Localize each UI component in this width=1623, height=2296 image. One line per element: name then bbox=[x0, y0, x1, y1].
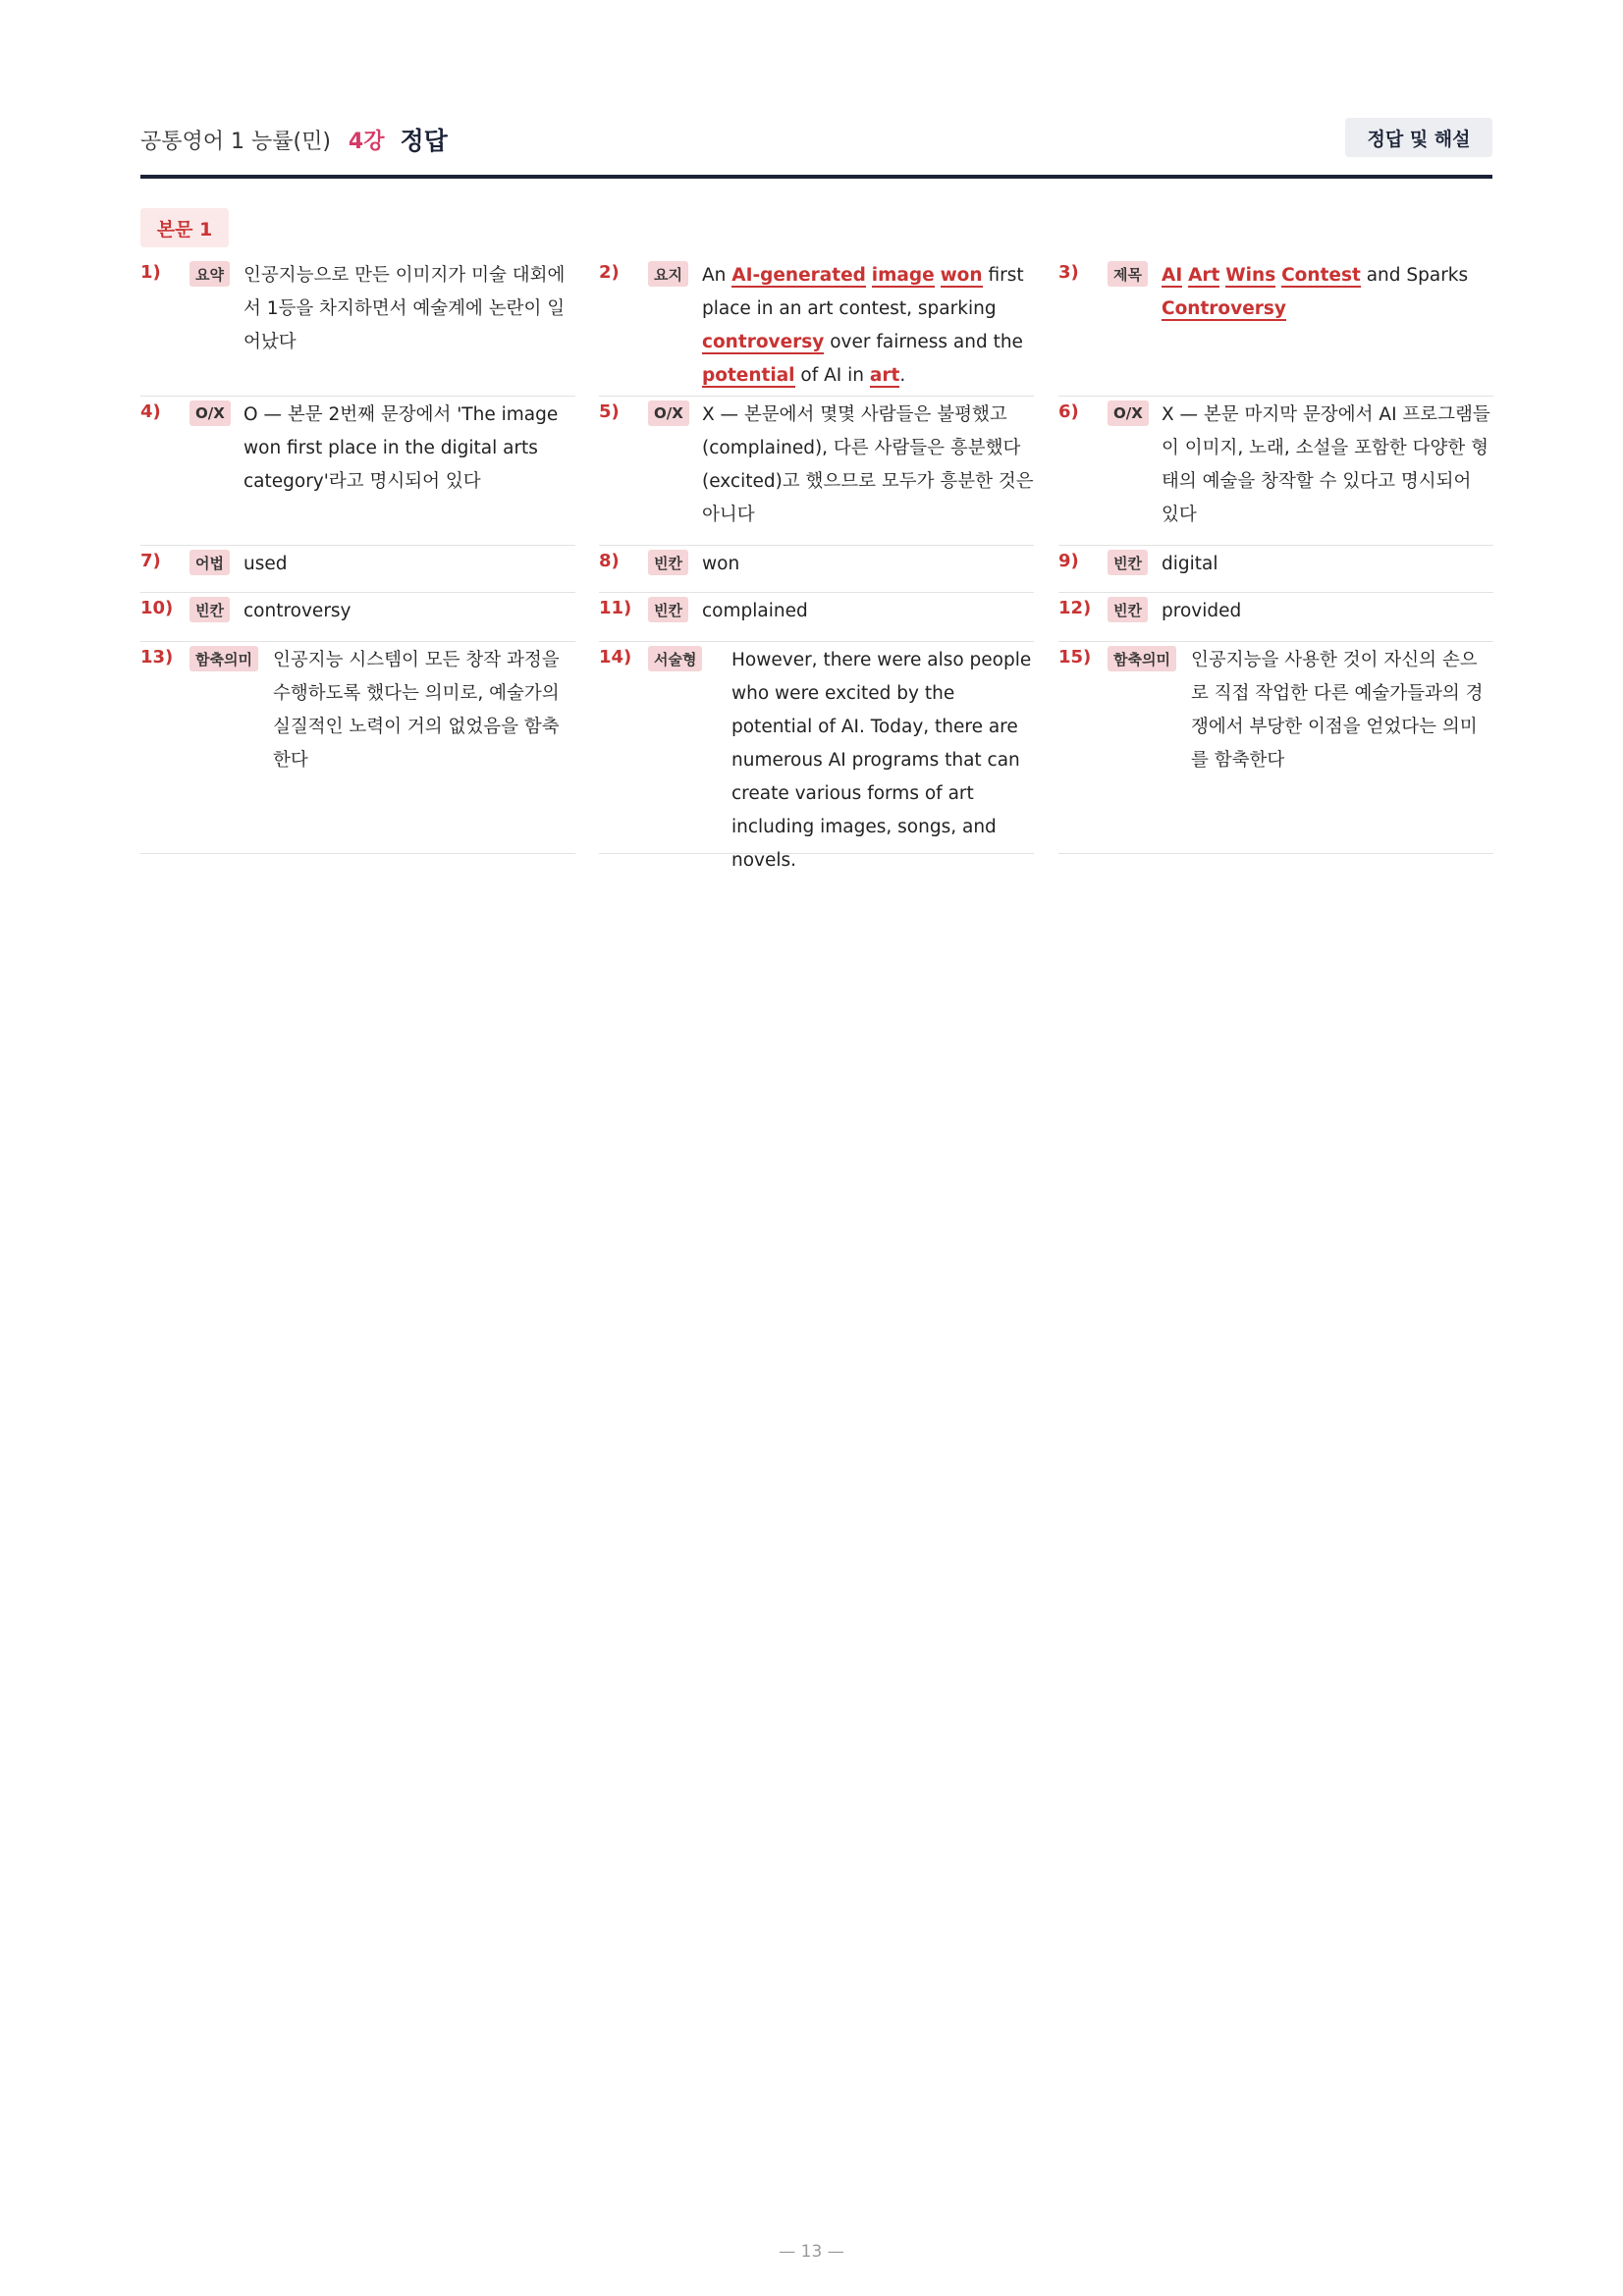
answer-item-3 bbox=[1058, 257, 1493, 397]
highlighted-keyword: potential bbox=[702, 365, 795, 386]
highlighted-keyword: AI bbox=[1162, 265, 1183, 286]
answer-item-14 bbox=[599, 642, 1034, 871]
item-type-tag: 함축의미 bbox=[1108, 646, 1176, 671]
item-number: 1) bbox=[140, 262, 161, 283]
item-number: 8) bbox=[599, 551, 620, 571]
item-type-tag: 빈칸 bbox=[1108, 597, 1148, 622]
answer-item-6 bbox=[1058, 397, 1493, 546]
item-number: 9) bbox=[1058, 551, 1079, 571]
answer-item-4 bbox=[140, 397, 575, 546]
item-answer: 인공지능으로 만든 이미지가 미술 대회에서 1등을 차지하면서 예술계에 논란이 일어났다 bbox=[243, 265, 566, 352]
answer-item-11 bbox=[599, 593, 1034, 642]
item-answer: 인공지능 시스템이 모든 창작 과정을 수행하도록 했다는 의미로, 예술가의 실질적인 노력이 거의 없었음을 함축한다 bbox=[273, 650, 560, 771]
answer-text-run: . bbox=[899, 365, 906, 386]
item-number: 14) bbox=[599, 647, 632, 667]
item-number: 5) bbox=[599, 401, 620, 422]
item-type-tag: 어법 bbox=[189, 550, 230, 575]
answer-explanation-tag: 정답 및 해설 bbox=[1345, 118, 1492, 157]
answer-item-5 bbox=[599, 397, 1034, 546]
answer-text-run: of AI in bbox=[794, 365, 870, 386]
answer-text-run: and Sparks bbox=[1360, 265, 1469, 286]
highlighted-keyword: art bbox=[869, 365, 900, 386]
item-number: 2) bbox=[599, 262, 620, 283]
highlighted-keyword: won bbox=[940, 265, 983, 286]
item-type-tag: 요지 bbox=[648, 261, 688, 287]
highlighted-keyword: Contest bbox=[1281, 265, 1361, 286]
answer-text-run: An bbox=[702, 265, 732, 286]
item-type-tag: 요약 bbox=[189, 261, 230, 287]
item-answer: won bbox=[702, 554, 740, 574]
item-answer: complained bbox=[702, 601, 808, 621]
highlighted-keyword: image bbox=[871, 265, 935, 286]
highlighted-keyword: Controversy bbox=[1162, 298, 1286, 319]
answer-item-7 bbox=[140, 546, 575, 593]
answer-text-run bbox=[866, 265, 872, 286]
item-answer: X — 본문 마지막 문장에서 AI 프로그램들이 이미지, 노래, 소설을 포함한 다양한 형태의 예술을 창작할 수 있다고 명시되어 있다 bbox=[1162, 404, 1490, 525]
answer-item-13 bbox=[140, 642, 575, 854]
answer-column-3 bbox=[1058, 257, 1493, 854]
page-header bbox=[140, 118, 1492, 179]
item-number: 12) bbox=[1058, 598, 1092, 618]
answer-item-9 bbox=[1058, 546, 1493, 593]
item-number: 11) bbox=[599, 598, 632, 618]
answer-item-12 bbox=[1058, 593, 1493, 642]
answer-text-run: first place in an art contest, sparking bbox=[702, 265, 1024, 319]
answer-item-10 bbox=[140, 593, 575, 642]
item-answer bbox=[702, 259, 1034, 393]
answer-column-2 bbox=[599, 257, 1034, 871]
item-type-tag: 함축의미 bbox=[189, 646, 258, 671]
answer-item-15 bbox=[1058, 642, 1493, 854]
item-answer: O — 본문 2번째 문장에서 'The image won first place in the digital arts category'라고 명시되어 있다 bbox=[243, 404, 559, 492]
item-answer bbox=[1162, 259, 1493, 326]
item-type-tag: 빈칸 bbox=[648, 550, 688, 575]
item-number: 13) bbox=[140, 647, 174, 667]
answer-column-1 bbox=[140, 257, 575, 854]
item-number: 3) bbox=[1058, 262, 1079, 283]
answer-item-1 bbox=[140, 257, 575, 397]
item-type-tag: O/X bbox=[1108, 400, 1149, 426]
page-number: — 13 — bbox=[779, 2242, 844, 2262]
item-answer: X — 본문에서 몇몇 사람들은 불평했고 (complained), 다른 사람들은 흥분했다 (excited)고 했으므로 모두가 흥분한 것은 아니다 bbox=[702, 404, 1034, 525]
section-badge: 본문 1 bbox=[140, 208, 229, 247]
item-type-tag: 빈칸 bbox=[189, 597, 230, 622]
item-answer: 인공지능을 사용한 것이 자신의 손으로 직접 작업한 다른 예술가들과의 경쟁에서 부당한 이점을 얻었다는 의미를 함축한다 bbox=[1191, 650, 1484, 771]
highlighted-keyword: Wins bbox=[1225, 265, 1276, 286]
lesson-label: 4강 bbox=[348, 129, 385, 154]
highlighted-keyword: controversy bbox=[702, 332, 825, 352]
item-type-tag: O/X bbox=[648, 400, 689, 426]
item-answer: provided bbox=[1162, 601, 1242, 621]
answer-item-8 bbox=[599, 546, 1034, 593]
item-type-tag: 서술형 bbox=[648, 646, 702, 671]
item-type-tag: 제목 bbox=[1108, 261, 1148, 287]
highlighted-keyword: AI-generated bbox=[731, 265, 866, 286]
item-type-tag: 빈칸 bbox=[1108, 550, 1148, 575]
answer-item-2 bbox=[599, 257, 1034, 397]
item-type-tag: 빈칸 bbox=[648, 597, 688, 622]
item-number: 15) bbox=[1058, 647, 1092, 667]
item-answer: controversy bbox=[243, 601, 352, 621]
item-number: 7) bbox=[140, 551, 161, 571]
header-title-group bbox=[140, 118, 448, 161]
item-answer: However, there were also people who were excited by the potential of AI. Today, there are numerous AI programs that can create various forms of art including images, songs, and novels. bbox=[731, 650, 1032, 871]
item-answer: used bbox=[243, 554, 288, 574]
item-answer: digital bbox=[1162, 554, 1218, 574]
highlighted-keyword: Art bbox=[1188, 265, 1220, 286]
item-type-tag: O/X bbox=[189, 400, 231, 426]
page-title: 정답 bbox=[400, 127, 448, 155]
item-number: 4) bbox=[140, 401, 161, 422]
answer-text-run: over fairness and the bbox=[824, 332, 1023, 352]
item-number: 6) bbox=[1058, 401, 1079, 422]
item-number: 10) bbox=[140, 598, 174, 618]
book-title: 공통영어 1 능률(민) bbox=[140, 129, 331, 154]
answer-text-run bbox=[935, 265, 941, 286]
